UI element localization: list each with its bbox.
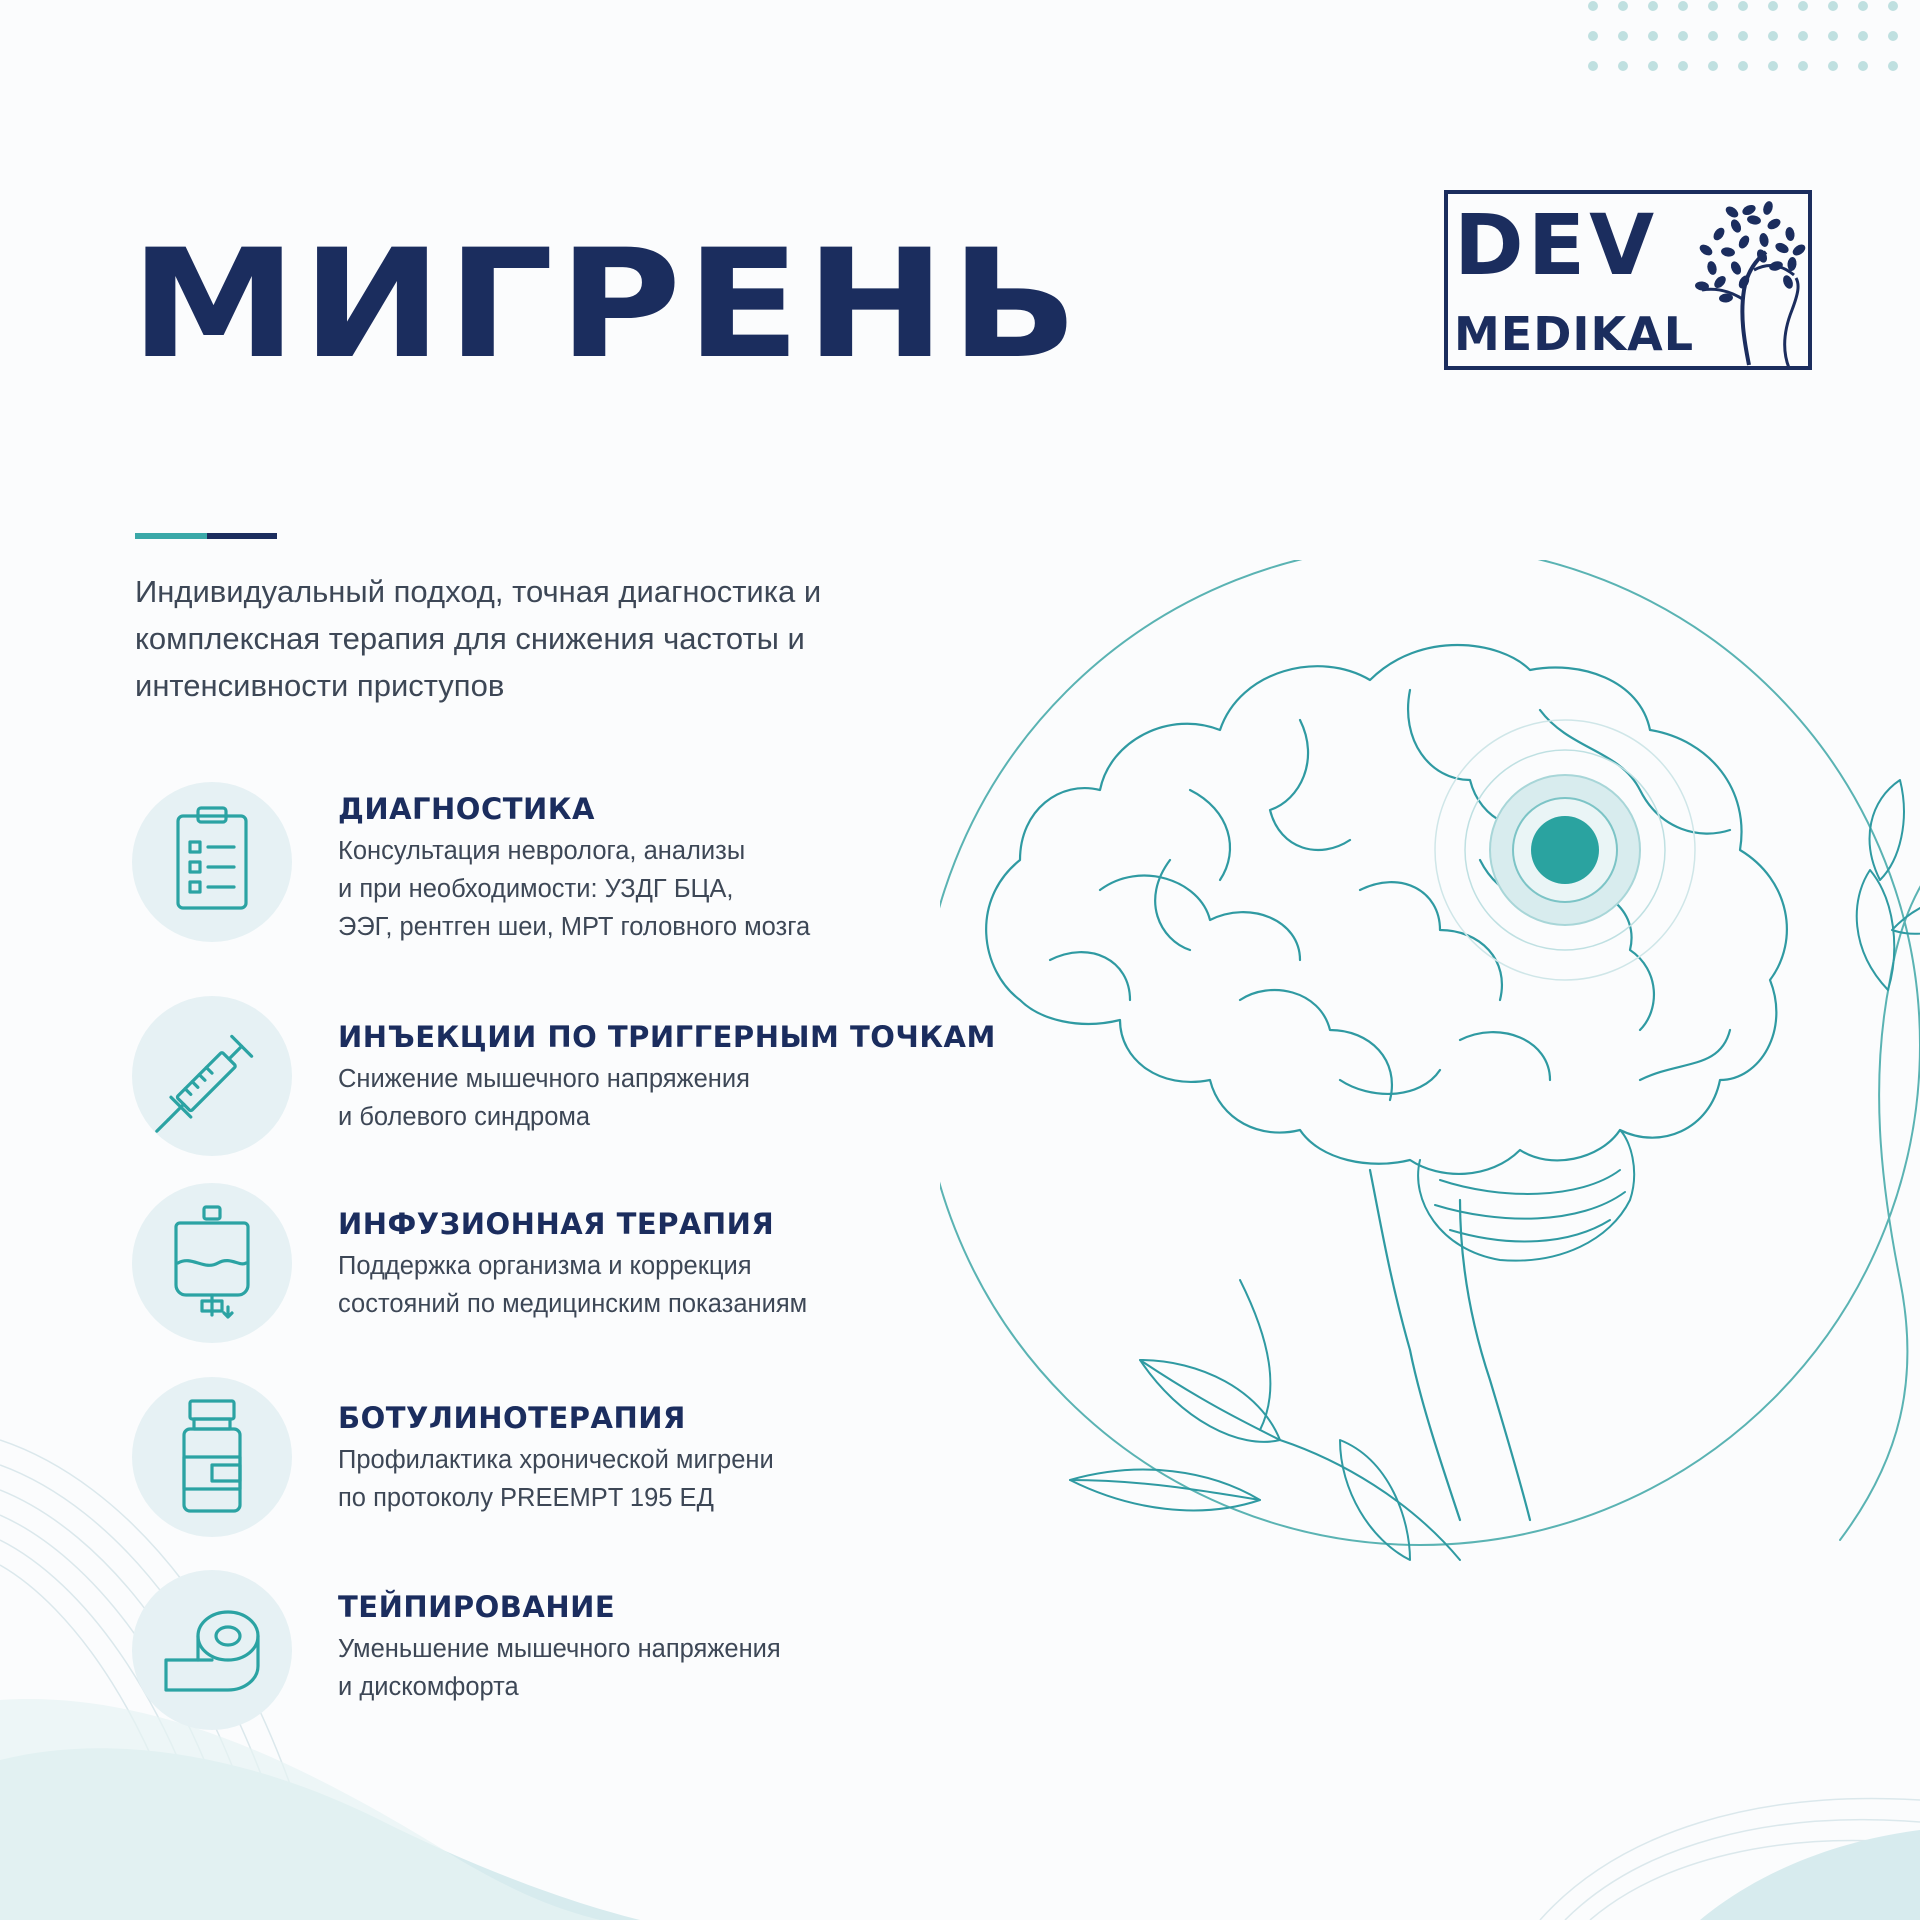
decor-dot — [1618, 61, 1628, 71]
decor-dot — [1828, 61, 1838, 71]
service-desc-line: и дискомфорта — [338, 1673, 519, 1701]
decor-dot — [1858, 61, 1868, 71]
decor-dot — [1618, 31, 1628, 41]
service-desc-line: ЭЭГ, рентген шеи, МРТ головного мозга — [338, 913, 811, 941]
service-desc-line: Консультация невролога, анализы — [338, 837, 746, 865]
decor-dot — [1798, 1, 1808, 11]
decor-dot — [1588, 1, 1598, 11]
decor-dot — [1828, 1, 1838, 11]
vial-icon — [132, 1377, 292, 1537]
service-desc-line: Снижение мышечного напряжения — [338, 1065, 750, 1093]
circle-frame — [940, 560, 1920, 1545]
service-title: ТЕЙПИРОВАНИЕ — [338, 1590, 616, 1624]
decor-dot — [1708, 1, 1718, 11]
decor-dot — [1678, 1, 1688, 11]
service-trigger-injections — [132, 996, 996, 1156]
service-desc-line: и при необходимости: УЗДГ БЦА, — [338, 875, 734, 903]
service-botulinum — [132, 1377, 932, 1537]
page-title: МИГРЕНЬ — [130, 218, 1083, 392]
decor-dot — [1768, 61, 1778, 71]
service-title: ИНФУЗИОННАЯ ТЕРАПИЯ — [338, 1207, 775, 1241]
plant-stem-right — [1840, 780, 1920, 1540]
decor-dot — [1708, 31, 1718, 41]
decor-dot — [1888, 31, 1898, 41]
decor-dot — [1738, 61, 1748, 71]
service-taping — [132, 1570, 932, 1730]
service-desc-line: состояний по медицинским показаниям — [338, 1290, 808, 1318]
brain-stem — [1370, 1170, 1530, 1520]
decor-dot — [1618, 1, 1628, 11]
decor-dot — [1738, 31, 1748, 41]
decor-dot — [1858, 1, 1868, 11]
brain-outline — [986, 645, 1787, 1174]
logo-text-medikal: MEDIKAL — [1454, 307, 1695, 361]
decor-dot — [1798, 61, 1808, 71]
pain-point-marker — [1435, 720, 1695, 980]
syringe-icon — [132, 996, 292, 1156]
decor-dot — [1588, 61, 1598, 71]
decor-dot — [1768, 1, 1778, 11]
cerebellum — [1418, 1130, 1634, 1261]
iv-bag-icon — [132, 1183, 292, 1343]
service-infusion — [132, 1183, 932, 1343]
decor-dot — [1678, 31, 1688, 41]
logo-text-dev: DEV — [1454, 196, 1659, 294]
decor-dot — [1588, 31, 1598, 41]
service-desc-line: по протоколу PREEMPT 195 ЕД — [338, 1484, 714, 1512]
decor-dot — [1798, 31, 1808, 41]
decor-dot — [1708, 61, 1718, 71]
decor-dot — [1648, 61, 1658, 71]
title-divider — [135, 533, 277, 539]
decor-dot — [1678, 61, 1688, 71]
dot-grid-top-right — [1588, 1, 1898, 71]
decor-dot — [1828, 31, 1838, 41]
decor-dot — [1768, 31, 1778, 41]
decor-dot — [1888, 61, 1898, 71]
decor-dot — [1648, 31, 1658, 41]
decor-dot — [1648, 1, 1658, 11]
decor-dot — [1858, 31, 1868, 41]
service-title: ДИАГНОСТИКА — [338, 792, 595, 826]
decor-dot — [1738, 1, 1748, 11]
service-diagnostics — [132, 782, 932, 942]
tape-roll-icon — [132, 1570, 292, 1730]
brand-logo[interactable] — [1444, 190, 1812, 370]
lead-paragraph: Индивидуальный подход, точная диагностика и комплексная терапия для снижения частоты и интенсивности приступов — [135, 574, 822, 703]
decor-dot — [1888, 1, 1898, 11]
brain-illustration — [940, 560, 1920, 1600]
clipboard-checklist-icon — [132, 782, 292, 942]
wave-fill-bottom-right — [1700, 1830, 1920, 1920]
service-title: БОТУЛИНОТЕРАПИЯ — [338, 1401, 686, 1435]
service-desc-line: и болевого синдрома — [338, 1103, 591, 1131]
service-desc-line: Уменьшение мышечного напряжения — [338, 1635, 781, 1663]
service-title: ИНЪЕКЦИИ ПО ТРИГГЕРНЫМ ТОЧКАМ — [338, 1020, 996, 1054]
service-desc-line: Поддержка организма и коррекция — [338, 1252, 752, 1280]
service-desc-line: Профилактика хронической мигрени — [338, 1446, 774, 1474]
